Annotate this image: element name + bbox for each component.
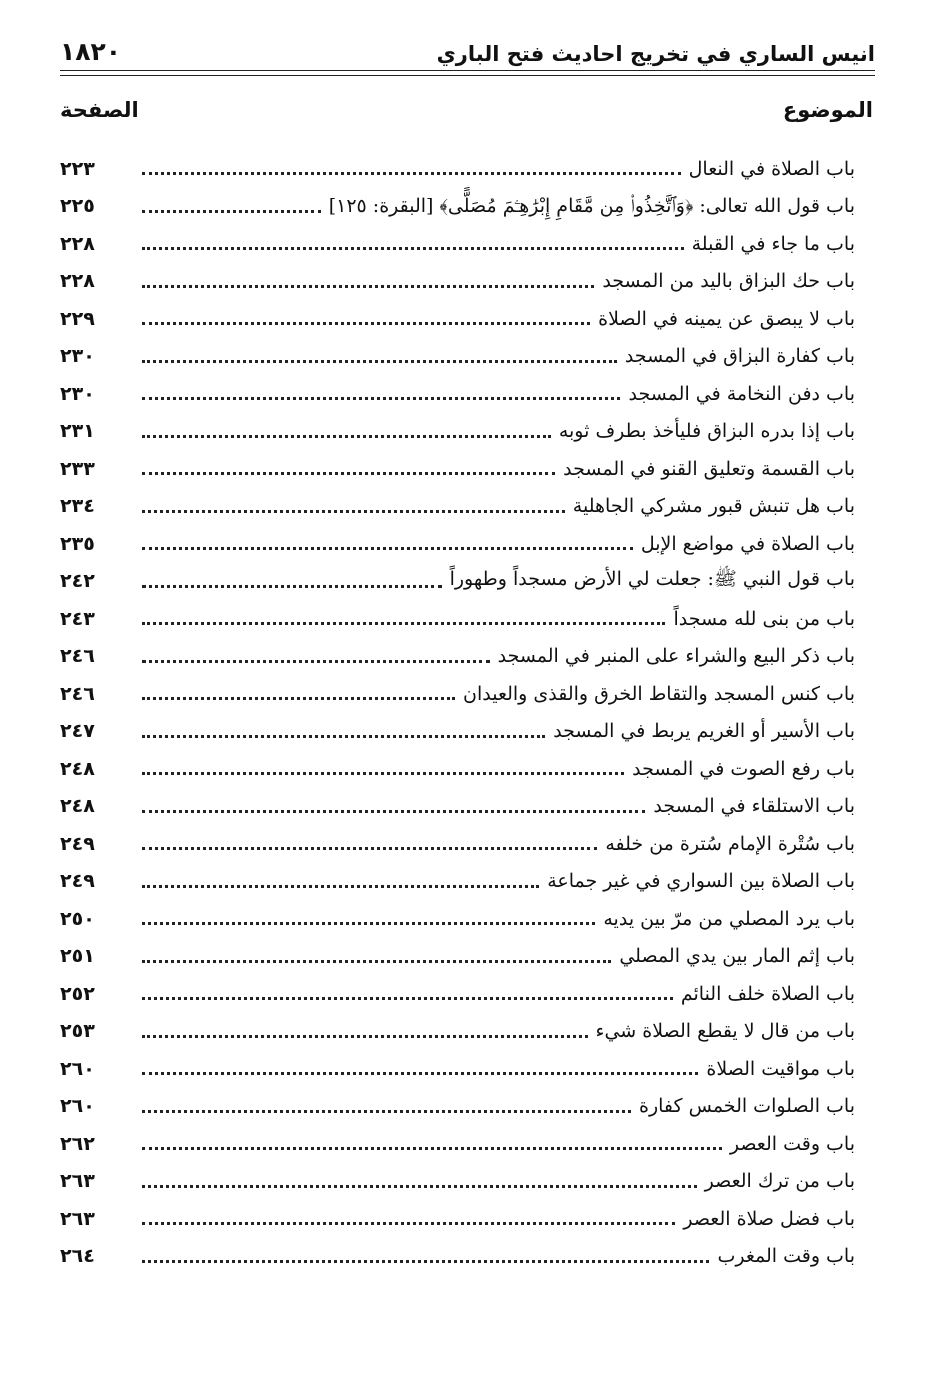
toc-entry-page: ٢٤٨ [60,757,95,780]
toc-entry [60,563,855,601]
toc-entry [60,788,855,826]
running-header [60,20,875,66]
dot-leader [142,322,590,325]
header-rule-bottom [60,75,875,76]
dot-leader [142,360,617,363]
toc-entry-title: باب الصلاة بين السواري في غير جماعة [547,870,855,893]
toc-entry-title: باب قول النبي ﷺ: جعلت لي الأرض مسجداً وطهوراً [449,568,855,591]
table-of-contents [60,150,855,1275]
dot-leader [142,885,539,888]
dot-leader [142,472,555,475]
toc-entry-title: باب وقت المغرب [717,1245,855,1268]
toc-entry [60,300,855,338]
dot-leader [142,435,551,438]
toc-entry-page: ٢٤٨ [60,795,95,818]
dot-leader [142,285,594,288]
dot-leader [142,247,684,250]
toc-entry [60,1200,855,1238]
dot-leader [142,622,665,625]
toc-entry-page: ٢٣٣ [60,457,95,480]
toc-entry-page: ٢٣٤ [60,495,95,518]
page-column-header: الصفحة [60,98,139,122]
toc-entry [60,750,855,788]
book-title: انيس الساري في تخريج احاديث فتح الباري [436,42,875,66]
toc-entry [60,938,855,976]
toc-entry [60,525,855,563]
toc-entry-page: ٢٥١ [60,945,95,968]
toc-entry-page: ٢٥٠ [60,907,95,930]
toc-entry-page: ٢٣١ [60,420,95,443]
dot-leader [142,772,624,775]
toc-entry-title: باب إثم المار بين يدي المصلي [619,945,855,968]
toc-entry-title: باب وقت العصر [729,1132,855,1155]
toc-entry-page: ٢٣٠ [60,382,95,405]
dot-leader [142,735,545,738]
toc-entry [60,188,855,226]
toc-entry-title: باب الصلاة في النعال [688,157,855,180]
toc-entry-title: باب قول الله تعالى: ﴿وَٱتَّخِذُوا۟ مِن مَّقَامِ إِبْرَٰهِـۧمَ مُصَلًّى﴾ [البقرة: ١٢٥] [328,195,855,218]
toc-entry-page: ٢٣٥ [60,532,95,555]
toc-entry [60,1163,855,1201]
toc-entry-page: ٢٤٢ [60,570,95,593]
toc-entry [60,638,855,676]
dot-leader [142,660,490,663]
toc-entry [60,1238,855,1276]
dot-leader [142,1147,722,1150]
toc-entry-page: ٢٦٠ [60,1057,95,1080]
toc-entry [60,825,855,863]
dot-leader [142,960,611,963]
toc-entry [60,413,855,451]
header-rule-top [60,70,875,71]
toc-entry [60,900,855,938]
dot-leader [142,510,565,513]
toc-entry-title: باب إذا بدره البزاق فليأخذ بطرف ثوبه [558,420,855,443]
dot-leader [142,810,645,813]
page-number: ١٨٢٠ [60,37,122,66]
dot-leader [142,1072,698,1075]
toc-entry-page: ٢٤٩ [60,870,95,893]
toc-entry-title: باب هل تنبش قبور مشركي الجاهلية [572,495,855,518]
toc-entry [60,225,855,263]
toc-entry-page: ٢٣٠ [60,345,95,368]
toc-entry-title: باب ما جاء في القبلة [691,232,855,255]
toc-entry [60,1125,855,1163]
toc-entry [60,713,855,751]
dot-leader [142,1185,697,1188]
dot-leader [142,1222,675,1225]
toc-entry-page: ٢٤٩ [60,832,95,855]
toc-entry-page: ٢٤٧ [60,720,95,743]
toc-entry-page: ٢٥٣ [60,1020,95,1043]
toc-entry-title: باب حك البزاق باليد من المسجد [602,270,855,293]
dot-leader [142,1260,709,1263]
toc-entry-page: ٢٥٢ [60,982,95,1005]
toc-entry-page: ٢٢٨ [60,270,95,293]
toc-entry-title: باب كفارة البزاق في المسجد [624,345,855,368]
toc-entry [60,1050,855,1088]
toc-entry-title: باب من ترك العصر [704,1170,855,1193]
topic-column-header: الموضوع [782,98,873,122]
toc-entry [60,863,855,901]
toc-entry-page: ٢٢٩ [60,307,95,330]
toc-entry [60,338,855,376]
toc-entry-title: باب من بنى لله مسجداً [673,607,855,630]
toc-entry-title: باب القسمة وتعليق القنو في المسجد [563,457,855,480]
dot-leader [142,1110,631,1113]
toc-entry [60,975,855,1013]
toc-entry-title: باب مواقيت الصلاة [706,1057,855,1080]
dot-leader [142,210,321,213]
dot-leader [142,585,442,588]
toc-entry [60,375,855,413]
toc-entry-page: ٢٢٣ [60,157,95,180]
toc-entry-title: باب ذكر البيع والشراء على المنبر في المسجد [497,645,855,668]
dot-leader [142,847,597,850]
dot-leader [142,397,620,400]
dot-leader [142,697,455,700]
dot-leader [142,997,673,1000]
toc-entry-title: باب سُتْرة الإمام سُترة من خلفه [605,832,855,855]
dot-leader [142,922,595,925]
toc-entry-title: باب فضل صلاة العصر [683,1207,855,1230]
toc-entry [60,150,855,188]
toc-entry-page: ٢٢٨ [60,232,95,255]
toc-entry [60,600,855,638]
toc-entry-page: ٢٤٣ [60,607,95,630]
toc-entry-title: باب الصلوات الخمس كفارة [638,1095,855,1118]
dot-leader [142,547,633,550]
toc-entry [60,263,855,301]
toc-entry-page: ٢٦٢ [60,1132,95,1155]
toc-entry [60,450,855,488]
toc-entry-title: باب يرد المصلي من مرّ بين يديه [603,907,855,930]
toc-entry-title: باب الاستلقاء في المسجد [653,795,855,818]
toc-entry-page: ٢٦٠ [60,1095,95,1118]
toc-entry-title: باب الصلاة خلف النائم [680,982,855,1005]
toc-entry [60,488,855,526]
dot-leader [142,172,681,175]
toc-entry-page: ٢٤٦ [60,682,95,705]
column-headers [60,90,873,130]
toc-entry [60,1013,855,1051]
toc-entry [60,675,855,713]
toc-entry-title: باب الأسير أو الغريم يربط في المسجد [553,720,855,743]
toc-entry [60,1088,855,1126]
toc-entry-title: باب كنس المسجد والتقاط الخرق والقذى والعيدان [463,682,855,705]
toc-entry-title: باب من قال لا يقطع الصلاة شيء [595,1020,855,1043]
toc-entry-page: ٢٦٣ [60,1207,95,1230]
toc-entry-title: باب دفن النخامة في المسجد [628,382,855,405]
toc-entry-page: ٢٦٣ [60,1170,95,1193]
toc-entry-title: باب الصلاة في مواضع الإبل [640,532,855,555]
toc-entry-page: ٢٦٤ [60,1245,95,1268]
dot-leader [142,1035,588,1038]
toc-entry-page: ٢٢٥ [60,195,95,218]
toc-entry-title: باب رفع الصوت في المسجد [632,757,855,780]
toc-entry-page: ٢٤٦ [60,645,95,668]
toc-entry-title: باب لا يبصق عن يمينه في الصلاة [598,307,855,330]
